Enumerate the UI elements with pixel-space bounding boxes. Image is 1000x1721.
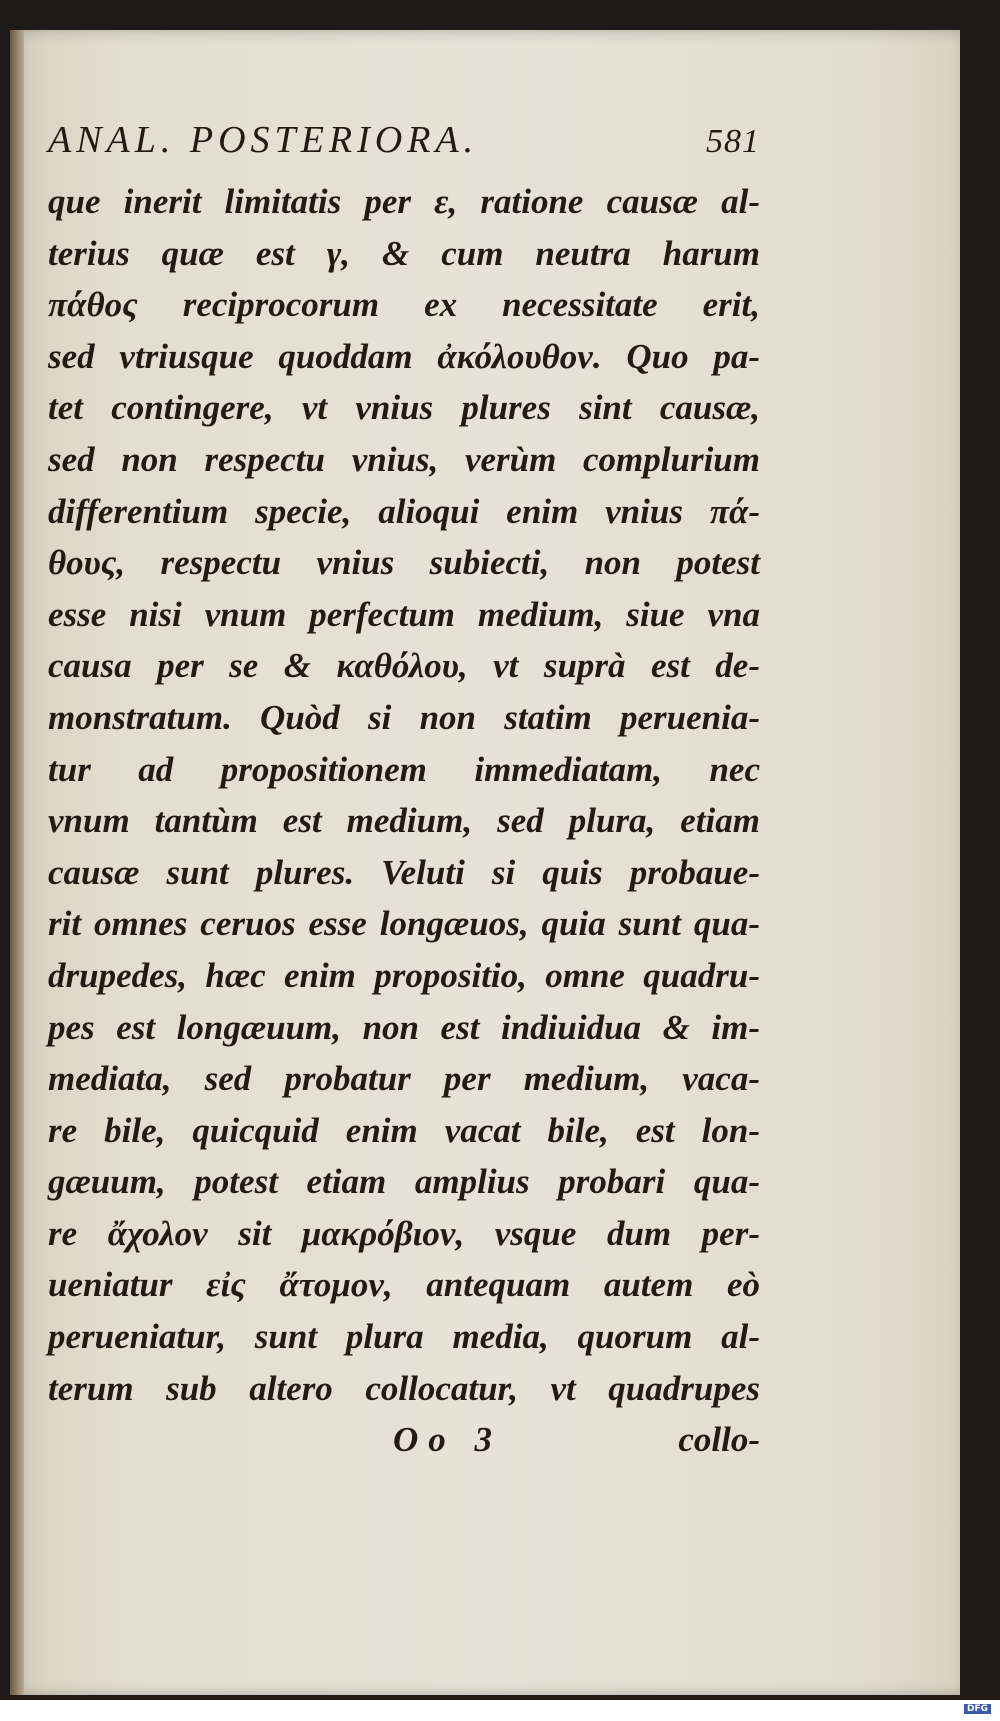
- text-line: terius quæ est γ, & cum neutra harum: [48, 233, 760, 273]
- text-line: ueniatur εἰς ἄτομον, antequam autem eò: [48, 1265, 760, 1305]
- body-text: [48, 176, 760, 1414]
- text-line: sed vtriusque quoddam ἀκόλουθον. Quo pa-: [48, 336, 760, 376]
- text-line: sed non respectu vnius, verùm complurium: [48, 439, 760, 479]
- credit-text: Digitalisierung gefördert durch die Deutsche Forschungsgemeinschaft: [590, 1703, 959, 1715]
- text-line: causa per se & καθόλου, vt suprà est de-: [48, 646, 760, 686]
- page-header: [48, 118, 760, 176]
- text-block: [48, 118, 760, 1460]
- digitization-credit: [591, 1703, 992, 1715]
- text-line: pes est longæuum, non est indiuidua & im-: [48, 1007, 760, 1047]
- text-line: differentium specie, alioqui enim vnius πά-: [48, 491, 760, 531]
- text-line: re ἄχολον sit μακρόβιον, vsque dum per-: [48, 1213, 760, 1253]
- page-footer: [48, 1420, 760, 1460]
- text-line: terum sub altero collocatur, vt quadrupes: [48, 1368, 760, 1408]
- page-gutter: [10, 30, 24, 1695]
- text-line: θους, respectu vnius subiecti, non potest: [48, 543, 760, 583]
- text-line: tet contingere, vt vnius plures sint causæ,: [48, 388, 760, 428]
- text-line: causæ sunt plures. Veluti si quis probaue-: [48, 852, 760, 892]
- text-line: re bile, quicquid enim vacat bile, est lon-: [48, 1110, 760, 1150]
- folio-number: 581: [706, 123, 760, 160]
- text-line: perueniatur, sunt plura media, quorum al-: [48, 1317, 760, 1357]
- text-line: que inerit limitatis per ε, ratione causæ al-: [48, 182, 760, 221]
- text-line: vnum tantùm est medium, sed plura, etiam: [48, 801, 760, 841]
- text-line: mediata, sed probatur per medium, vaca-: [48, 1059, 760, 1099]
- text-line: esse nisi vnum perfectum medium, siue vna: [48, 594, 760, 634]
- dfg-logo: DFG: [963, 1703, 992, 1715]
- text-line: drupedes, hæc enim propositio, omne quadru-: [48, 955, 760, 995]
- text-line: πάθος reciprocorum ex necessitate erit,: [48, 285, 760, 325]
- text-line: rit omnes ceruos esse longæuos, quia sunt qua-: [48, 904, 760, 944]
- text-line: gæuum, potest etiam amplius probari qua-: [48, 1162, 760, 1202]
- text-line: monstratum. Quòd si non statim peruenia-: [48, 697, 760, 737]
- catchword: collo-: [678, 1420, 760, 1460]
- text-line: tur ad propositionem immediatam, nec: [48, 749, 760, 789]
- signature-mark: Oo 3: [393, 1420, 503, 1460]
- running-title: ANAL. POSTERIORA.: [48, 119, 479, 161]
